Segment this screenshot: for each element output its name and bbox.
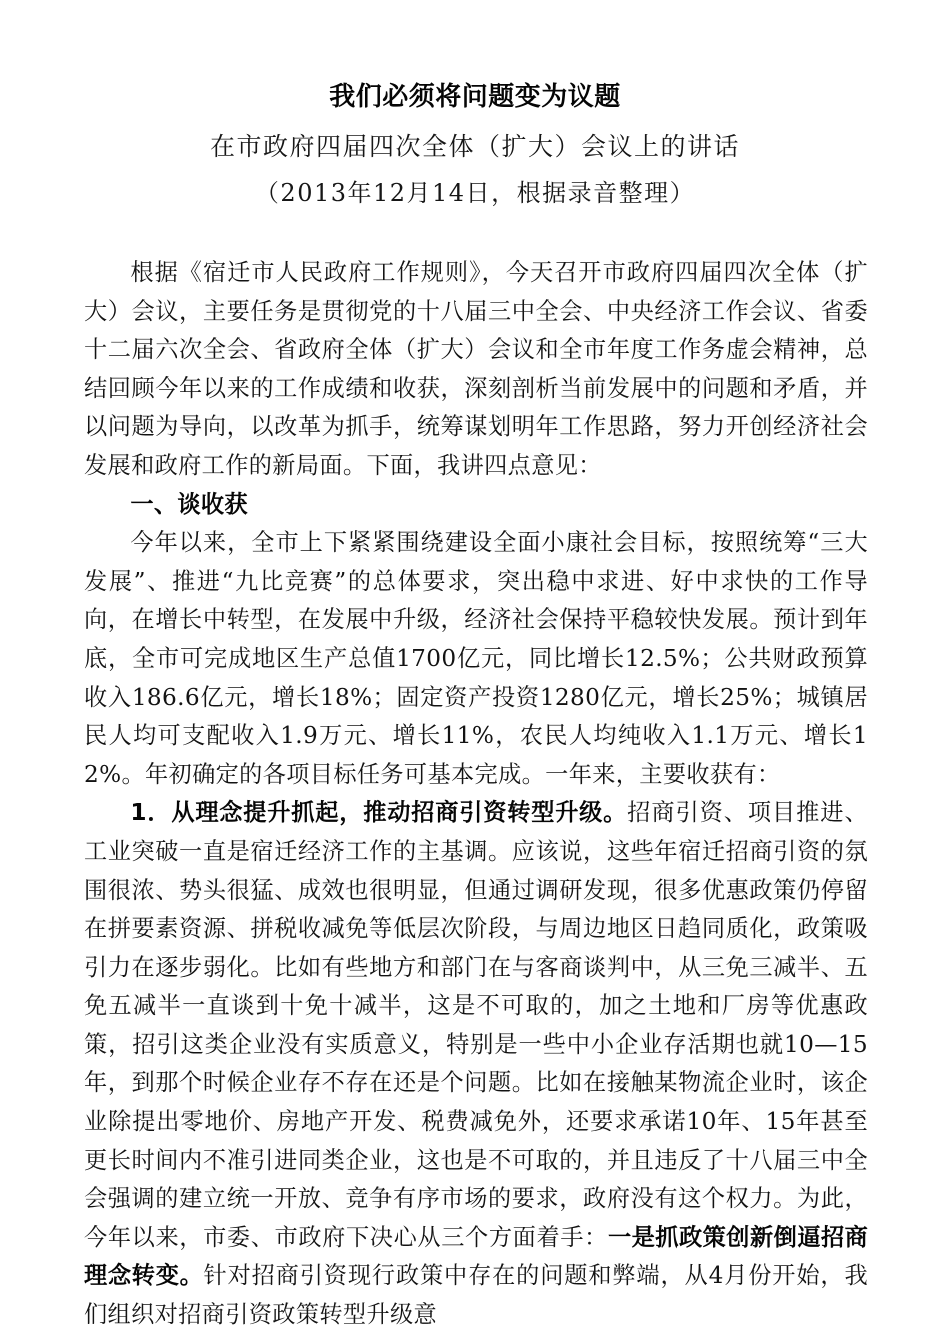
paragraph-opening: 根据《宿迁市人民政府工作规则》，今天召开市政府四届四次全体（扩大）会议，主要任务是贯彻党的十八届三中全会、中央经济工作会议、省委十二届六次全会、省政府全体（扩大）会议和全市年度工作务虚会精神，总结回顾今年以来的工作成绩和收获，深刻剖析当前发展中的问题和矛盾，并以问题为导向，以改革为抓手，统筹谋划明年工作思路，努力开创经济社会发展和政府工作的新局面。下面，我讲四点意见： <box>84 259 868 479</box>
paragraph-item-one <box>84 794 868 1334</box>
paragraph-achievements-intro: 今年以来，全市上下紧紧围绕建设全面小康社会目标，按照统筹“三大发展”、推进“九比竞赛”的总体要求，突出稳中求进、好中求快的工作导向，在增长中转型，在发展中升级，经济社会保持平稳较快发展。预计到年底，全市可完成地区生产总值1700亿元，同比增长12.5%；公共财政预算收入186.6亿元，增长18%；固定资产投资1280亿元，增长25%；城镇居民人均可支配收入1.9万元、增长11%，农民人均纯收入1.1万元、增长12%。年初确定的各项目标任务可基本完成。一年来，主要收获有： <box>84 529 868 788</box>
item-one-sublead-run: 一是抓政策创新倒逼招商理念转变。 <box>84 1223 868 1290</box>
item-one-body-part2: 针对招商引资现行政策中存在的问题和弊端，从4月份开始，我们组织对招商引资政策转型升级意 <box>84 1262 868 1329</box>
document-subtitle: 在市政府四届四次全体（扩大）会议上的讲话 <box>209 132 740 161</box>
document-dateline: （2013年12月14日，根据录音整理） <box>254 179 696 207</box>
item-one-lead-run: 1．从理念提升抓起，推动招商引资转型升级。 <box>130 799 628 827</box>
item-one-body-part1: 招商引资、项目推进、工业突破一直是宿迁经济工作的主基调。应该说，这些年宿迁招商引资的氛围很浓、势头很猛、成效也很明显，但通过调研发现，很多优惠政策仍停留在拼要素资源、拼税收减免等低层次阶段，与周边地区日趋同质化，政策吸引力在逐步弱化。比如有些地方和部门在与客商谈判中，从三免三减半、五免五减半一直谈到十免十减半，这是不可取的，加之土地和厂房等优惠政策，招引这类企业没有实质意义，特别是一些中小企业存活期也就10—15年，到那个时候企业存不存在还是个问题。比如在接触某物流企业时，该企业除提出零地价、房地产开发、税费减免外，还要求承诺10年、15年甚至更长时间内不准引进同类企业，这也是不可取的，并且违反了十八届三中全会强调的建立统一开放、竞争有序市场的要求，政府没有这个权力。为此，今年以来，市委、市政府下决心从三个方面着手： <box>84 799 868 1251</box>
document-body <box>0 210 950 1335</box>
document-title: 我们必须将问题变为议题 <box>329 82 621 112</box>
section-heading-one: 一、谈收获 <box>130 490 248 518</box>
